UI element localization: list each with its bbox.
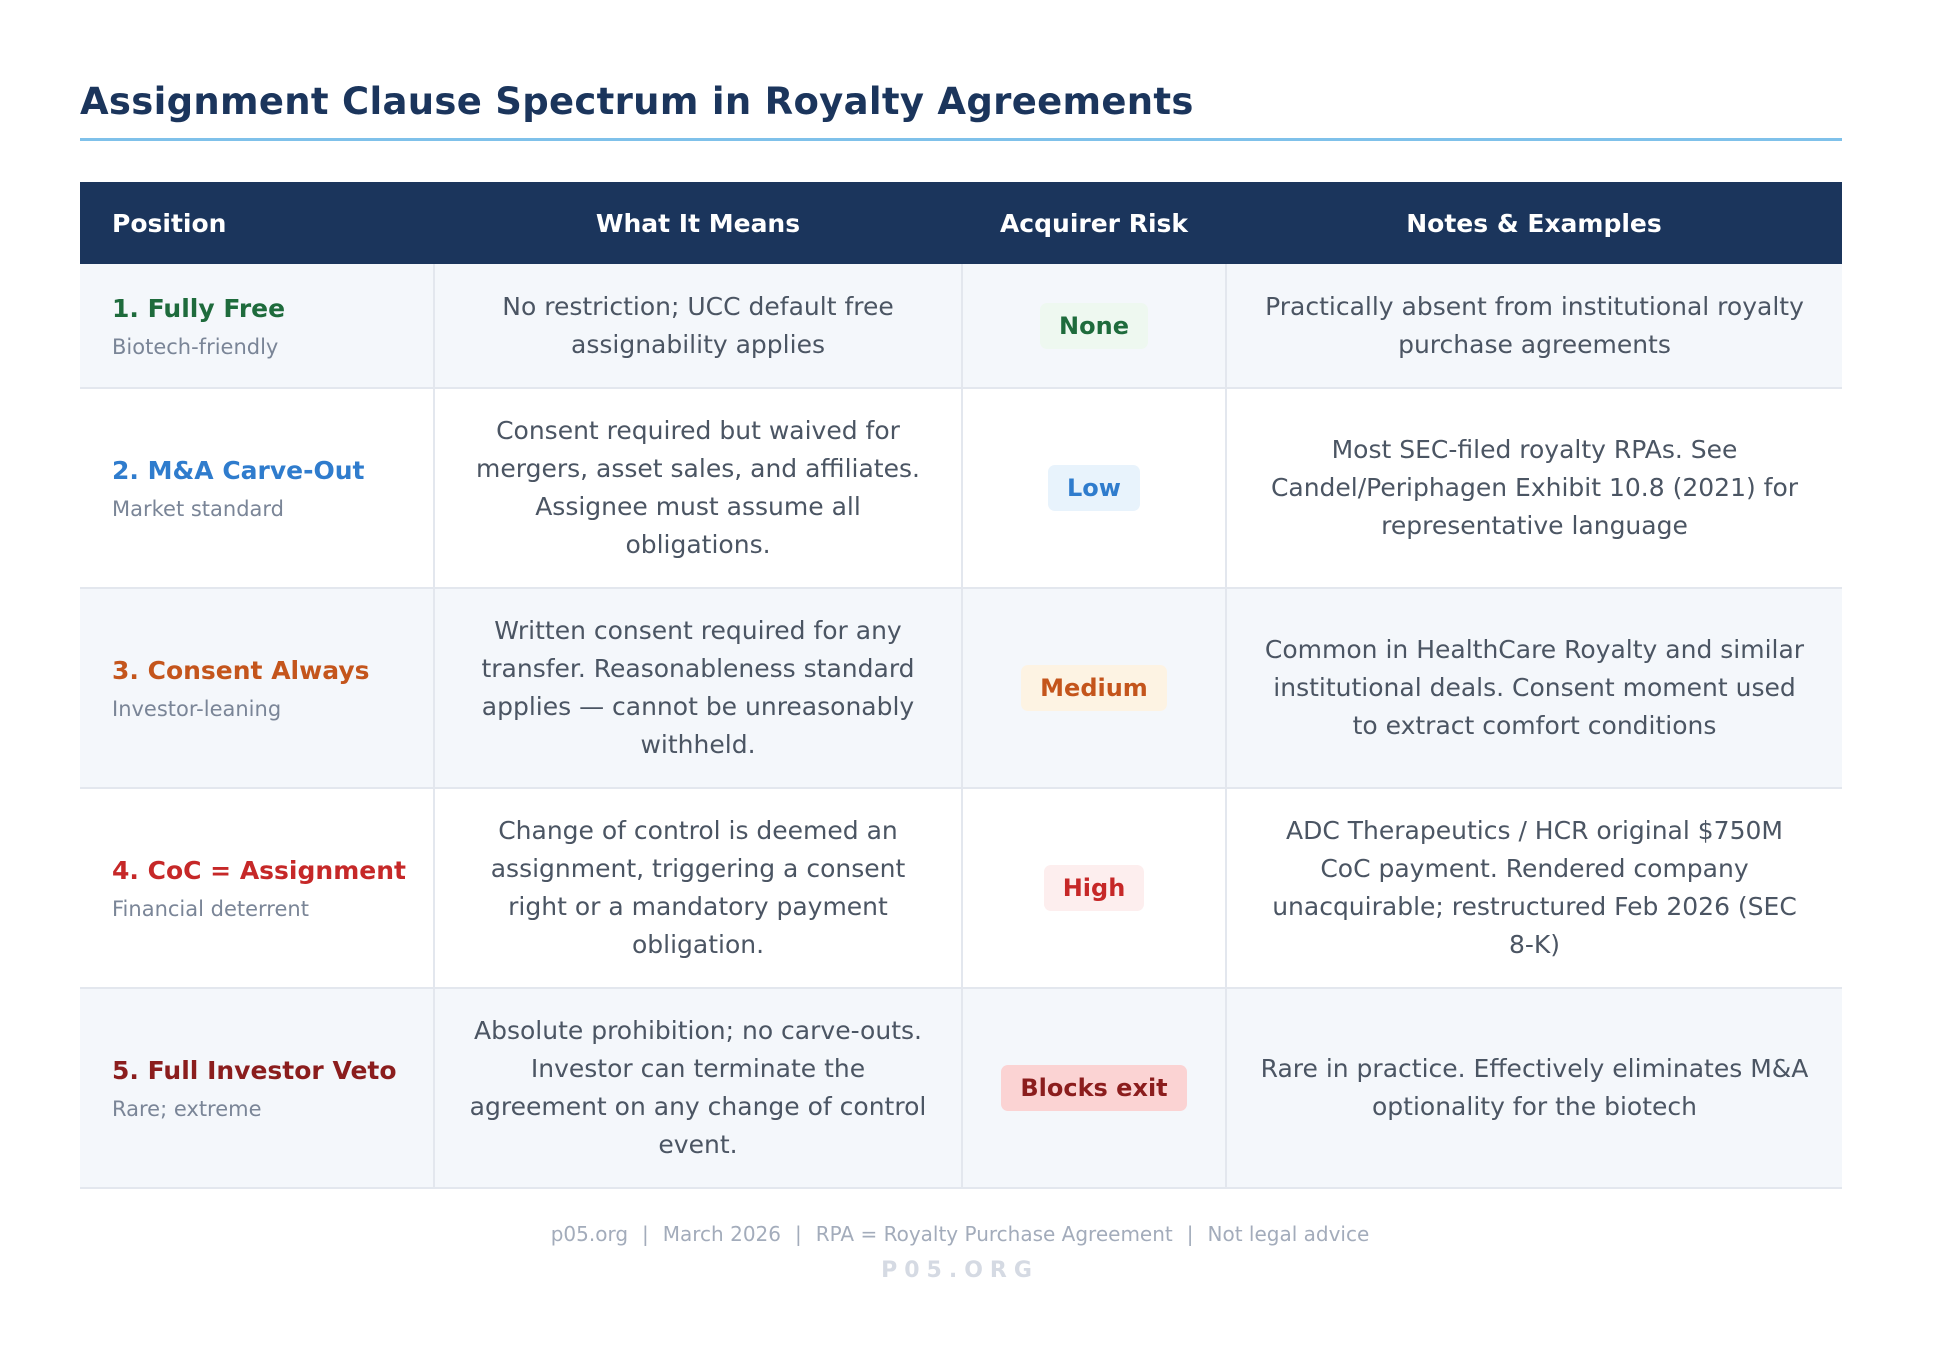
header-meaning: What It Means	[595, 208, 801, 238]
risk-badge: High	[1044, 865, 1145, 911]
position-name: 3. Consent Always	[112, 656, 370, 685]
notes-cell: Practically absent from institutional royalty purchase agreements	[1226, 264, 1842, 388]
position-cell	[80, 264, 434, 388]
position-cell	[80, 588, 434, 788]
meaning-cell: Absolute prohibition; no carve-outs. Investor can terminate the agreement on any change of control event.	[434, 988, 962, 1188]
footer-separator: |	[642, 1222, 649, 1246]
notes-cell: Rare in practice. Effectively eliminates M&A optionality for the biotech	[1226, 988, 1842, 1188]
table-row	[80, 988, 1842, 1188]
assignment-spectrum-table	[80, 182, 1842, 1189]
position-cell	[80, 388, 434, 588]
position-subtitle: Investor-leaning	[112, 697, 282, 721]
header-risk: Acquirer Risk	[999, 208, 1189, 238]
title-underline	[80, 138, 1842, 141]
header-position: Position	[112, 208, 227, 238]
position-name: 5. Full Investor Veto	[112, 1056, 397, 1085]
notes-cell: Most SEC-filed royalty RPAs. See Candel/Periphagen Exhibit 10.8 (2021) for representative language	[1226, 388, 1842, 588]
risk-cell	[962, 388, 1226, 588]
risk-badge: None	[1040, 303, 1148, 349]
table-row	[80, 388, 1842, 588]
position-cell	[80, 788, 434, 988]
position-subtitle: Market standard	[112, 497, 285, 521]
notes-cell: ADC Therapeutics / HCR original $750M CoC payment. Rendered company unacquirable; restructured Feb 2026 (SEC 8-K)	[1226, 788, 1842, 988]
table-row	[80, 788, 1842, 988]
table-row	[80, 264, 1842, 388]
position-subtitle: Financial deterrent	[112, 897, 309, 921]
page-title: Assignment Clause Spectrum in Royalty Agreements	[80, 80, 1194, 123]
meaning-cell: Written consent required for any transfer. Reasonableness standard applies — cannot be unreasonably withheld.	[434, 588, 962, 788]
footer-separator: |	[1186, 1222, 1194, 1246]
position-name: 1. Fully Free	[112, 293, 286, 323]
risk-cell	[962, 788, 1226, 988]
footer-definition: RPA = Royalty Purchase Agreement	[815, 1222, 1173, 1246]
table-row	[80, 588, 1842, 788]
page	[80, 0, 1842, 1189]
position-subtitle: Rare; extreme	[112, 1097, 262, 1121]
risk-cell	[962, 264, 1226, 388]
meaning-cell: Change of control is deemed an assignment, triggering a consent right or a mandatory payment obligation.	[434, 788, 962, 988]
risk-cell	[962, 588, 1226, 788]
meaning-cell: No restriction; UCC default free assignability applies	[434, 264, 962, 388]
risk-cell	[962, 988, 1226, 1188]
table-header-row	[80, 182, 1842, 264]
position-subtitle: Biotech-friendly	[112, 334, 279, 359]
position-name: 4. CoC = Assignment	[112, 856, 406, 885]
footer-site: p05.org	[550, 1222, 629, 1246]
header-notes: Notes & Examples	[1406, 208, 1662, 238]
footer-date: March 2026	[662, 1222, 781, 1246]
risk-badge: Blocks exit	[1001, 1065, 1186, 1111]
meaning-cell: Consent required but waived for mergers, asset sales, and affiliates. Assignee must assume all obligations.	[434, 388, 962, 588]
risk-badge: Medium	[1021, 665, 1167, 711]
footer-separator: |	[795, 1222, 802, 1246]
position-cell	[80, 988, 434, 1188]
footer-disclaimer: Not legal advice	[1207, 1222, 1370, 1246]
footer	[0, 1222, 1920, 1246]
position-name: 2. M&A Carve-Out	[112, 456, 365, 485]
watermark: P05.ORG	[881, 1258, 1039, 1283]
notes-cell: Common in HealthCare Royalty and similar institutional deals. Consent moment used to extract comfort conditions	[1226, 588, 1842, 788]
risk-badge: Low	[1048, 465, 1140, 511]
